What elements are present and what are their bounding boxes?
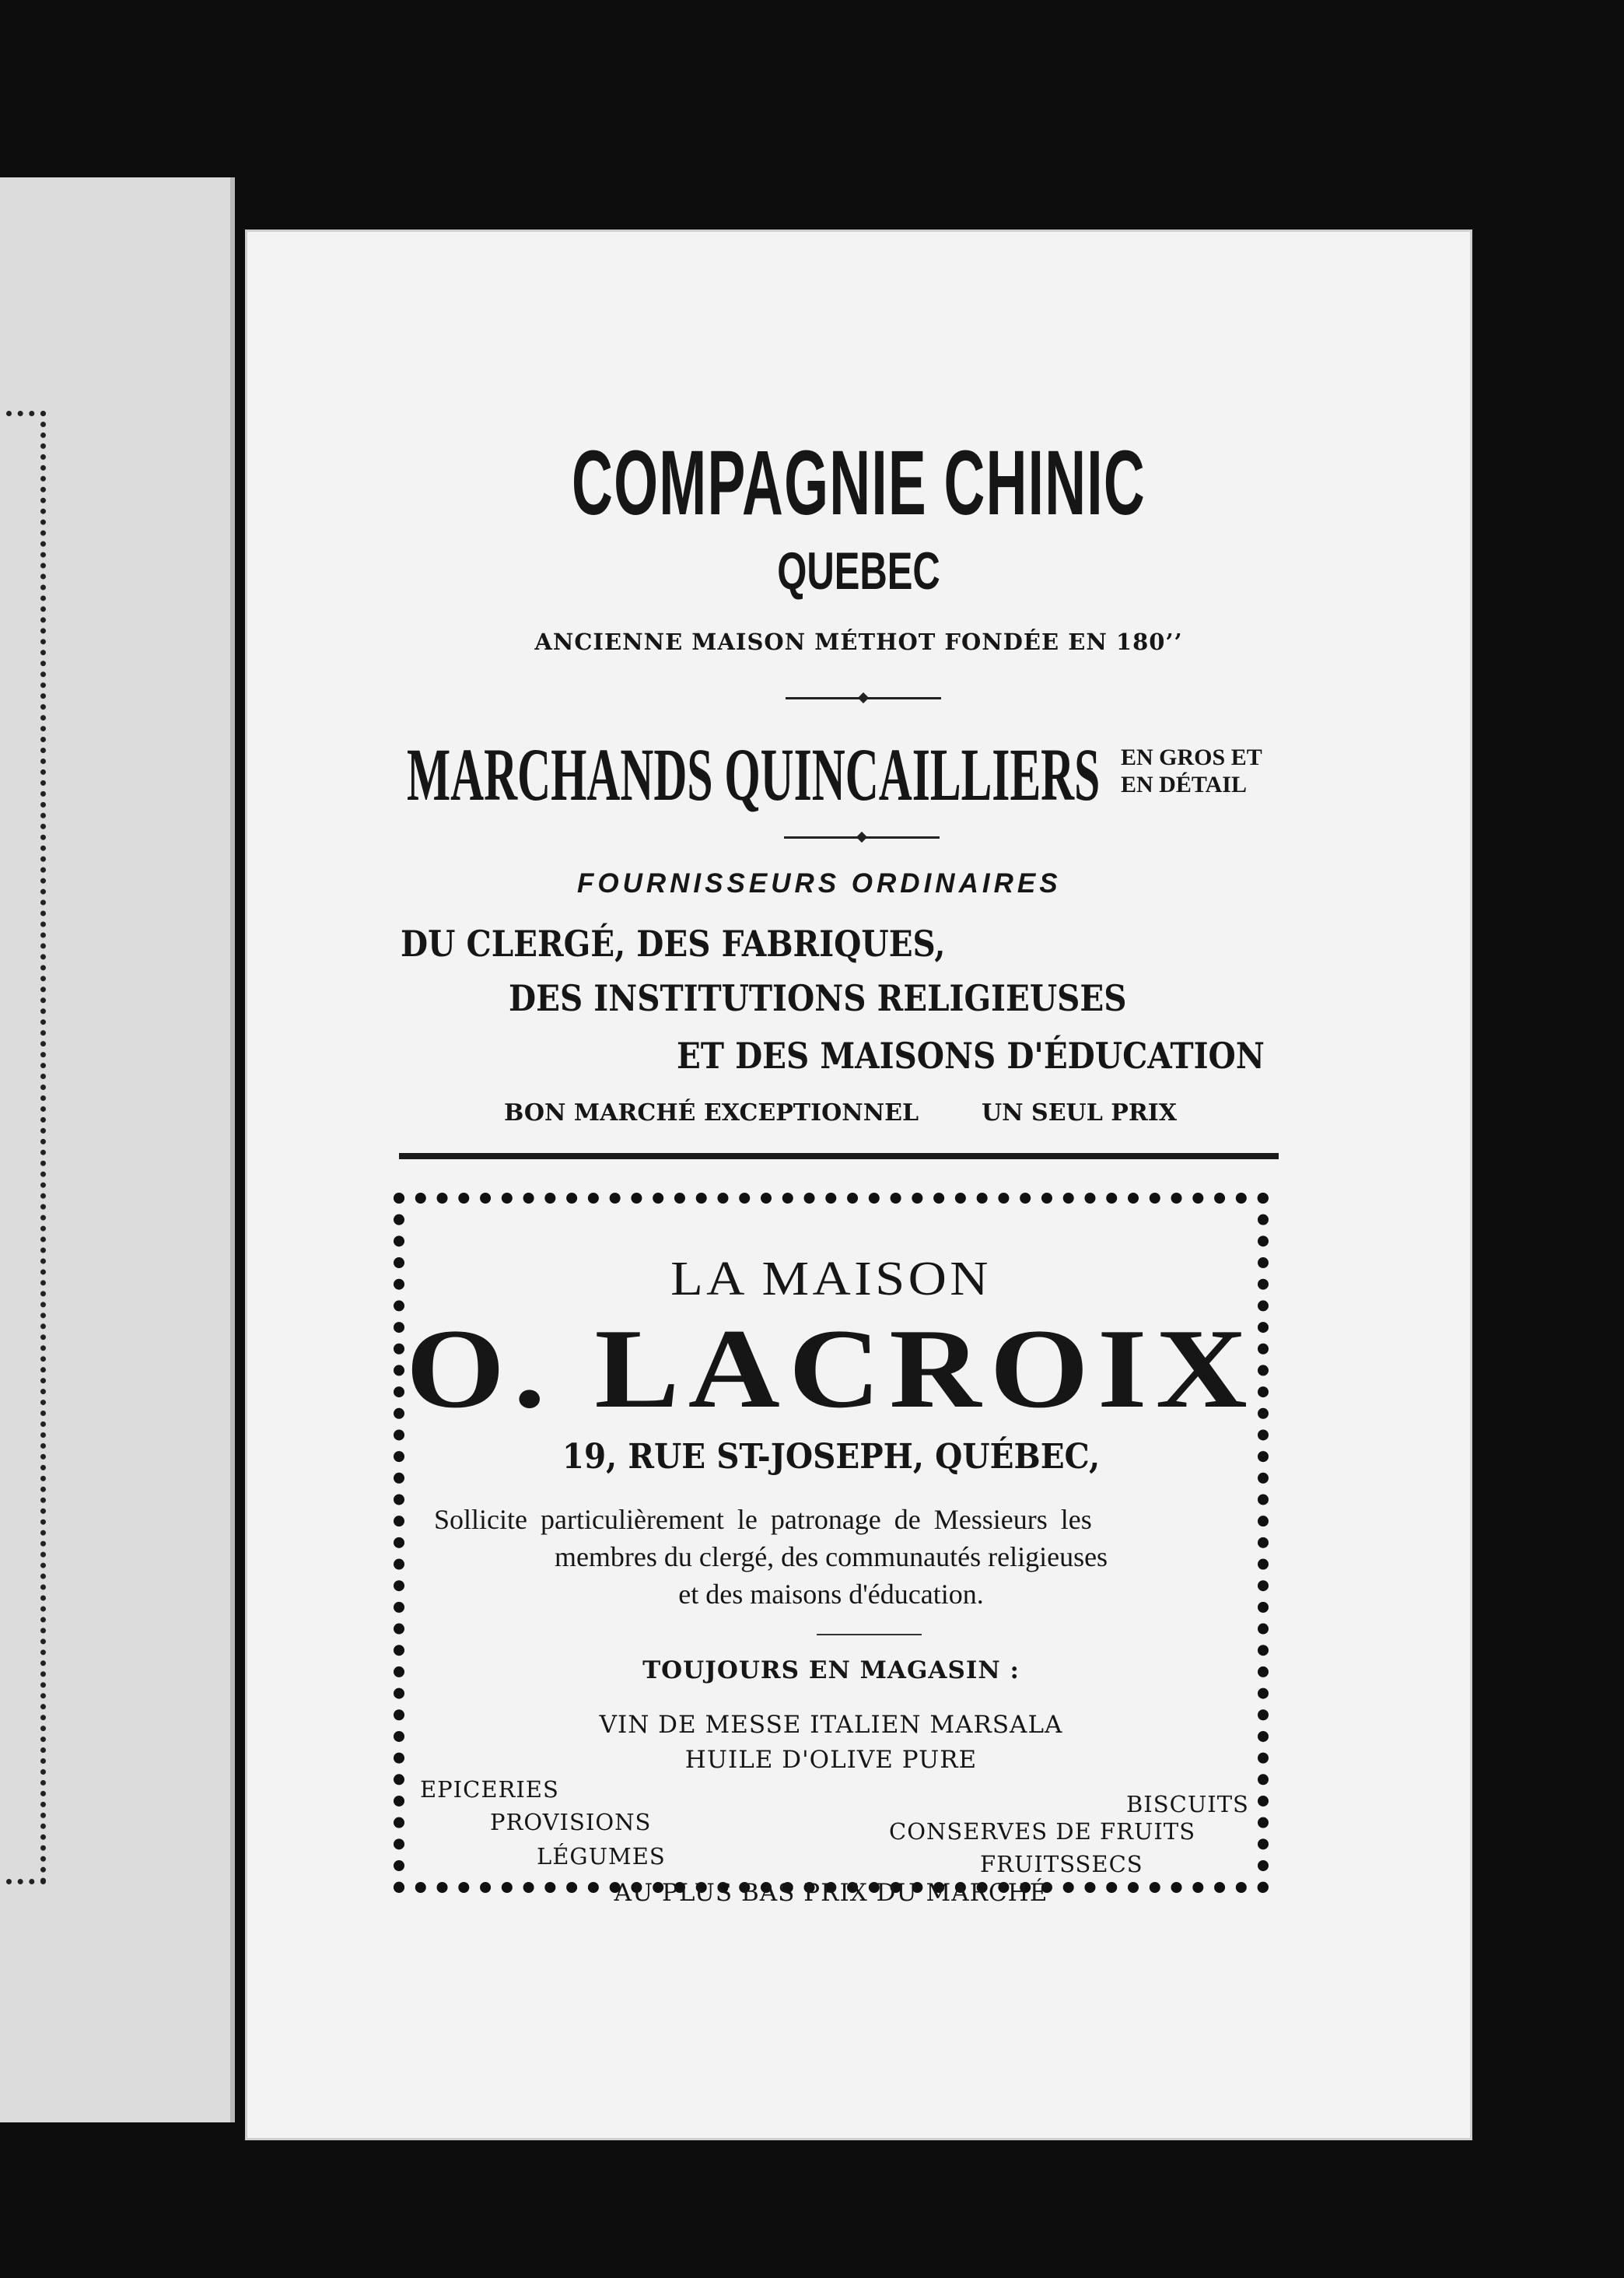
trade-note-line: EN DÉTAIL	[1121, 772, 1247, 797]
chinic-slogan: BON MARCHÉ EXCEPTIONNEL	[504, 1099, 919, 1127]
ornament-divider	[786, 697, 941, 699]
lacroix-stock-line: VIN DE MESSE ITALIEN MARSALA	[599, 1711, 1063, 1739]
chinic-founded: ANCIENNE MAISON MÉTHOT FONDÉE EN 180’’	[534, 629, 1183, 655]
trade-note-line: EN GROS ET	[1121, 745, 1262, 770]
lacroix-closing: AU PLUS BAS PRIX DU MARCHÉ	[614, 1879, 1048, 1907]
lacroix-name: O. LACROIX	[405, 1305, 1257, 1432]
lacroix-ad-box	[394, 1193, 1269, 1907]
lacroix-paragraph-line: et des maisons d'éducation.	[678, 1579, 984, 1610]
lacroix-item: PROVISIONS	[490, 1809, 652, 1835]
lacroix-item: LÉGUMES	[537, 1843, 666, 1870]
chinic-trade: MARCHANDS QUINCAILLIERS	[407, 733, 1101, 816]
chinic-clients-line: DU CLERGÉ, DES FABRIQUES,	[401, 923, 946, 965]
chinic-title: COMPAGNIE CHINIC	[572, 432, 1146, 534]
ornament-divider	[784, 836, 940, 839]
chinic-clients-line: ET DES MAISONS D'ÉDUCATION	[677, 1035, 1265, 1077]
chinic-suppliers: FOURNISSEURS ORDINAIRES	[577, 868, 1062, 899]
small-divider	[817, 1634, 922, 1635]
lacroix-item: FRUITSSECS	[980, 1851, 1143, 1877]
chinic-clients-line: DES INSTITUTIONS RELIGIEUSES	[509, 977, 1127, 1019]
lacroix-pre-title: LA MAISON	[670, 1253, 992, 1305]
section-rule	[399, 1153, 1279, 1159]
advertisement-page	[247, 232, 1470, 2138]
lacroix-item: BISCUITS	[1126, 1791, 1249, 1817]
lacroix-address: 19, RUE ST-JOSEPH, QUÉBEC,	[562, 1437, 1101, 1477]
lacroix-item: EPICERIES	[420, 1776, 559, 1803]
chinic-slogan: UN SEUL PRIX	[982, 1099, 1178, 1127]
chinic-trade-note	[1121, 744, 1262, 798]
lacroix-item: CONSERVES DE FRUITS	[889, 1818, 1196, 1845]
chinic-city: QUEBEC	[777, 541, 940, 601]
lacroix-paragraph-line: membres du clergé, des communautés religieuses	[554, 1541, 1108, 1572]
lacroix-stock-line: HUILE D'OLIVE PURE	[684, 1746, 978, 1774]
lacroix-paragraph-line: Sollicite particulièrement le patronage de Messieurs les	[434, 1504, 1092, 1535]
lacroix-stock-heading: TOUJOURS EN MAGASIN :	[642, 1656, 1020, 1684]
previous-page-border	[6, 411, 46, 1884]
previous-page-edge	[0, 177, 235, 2122]
